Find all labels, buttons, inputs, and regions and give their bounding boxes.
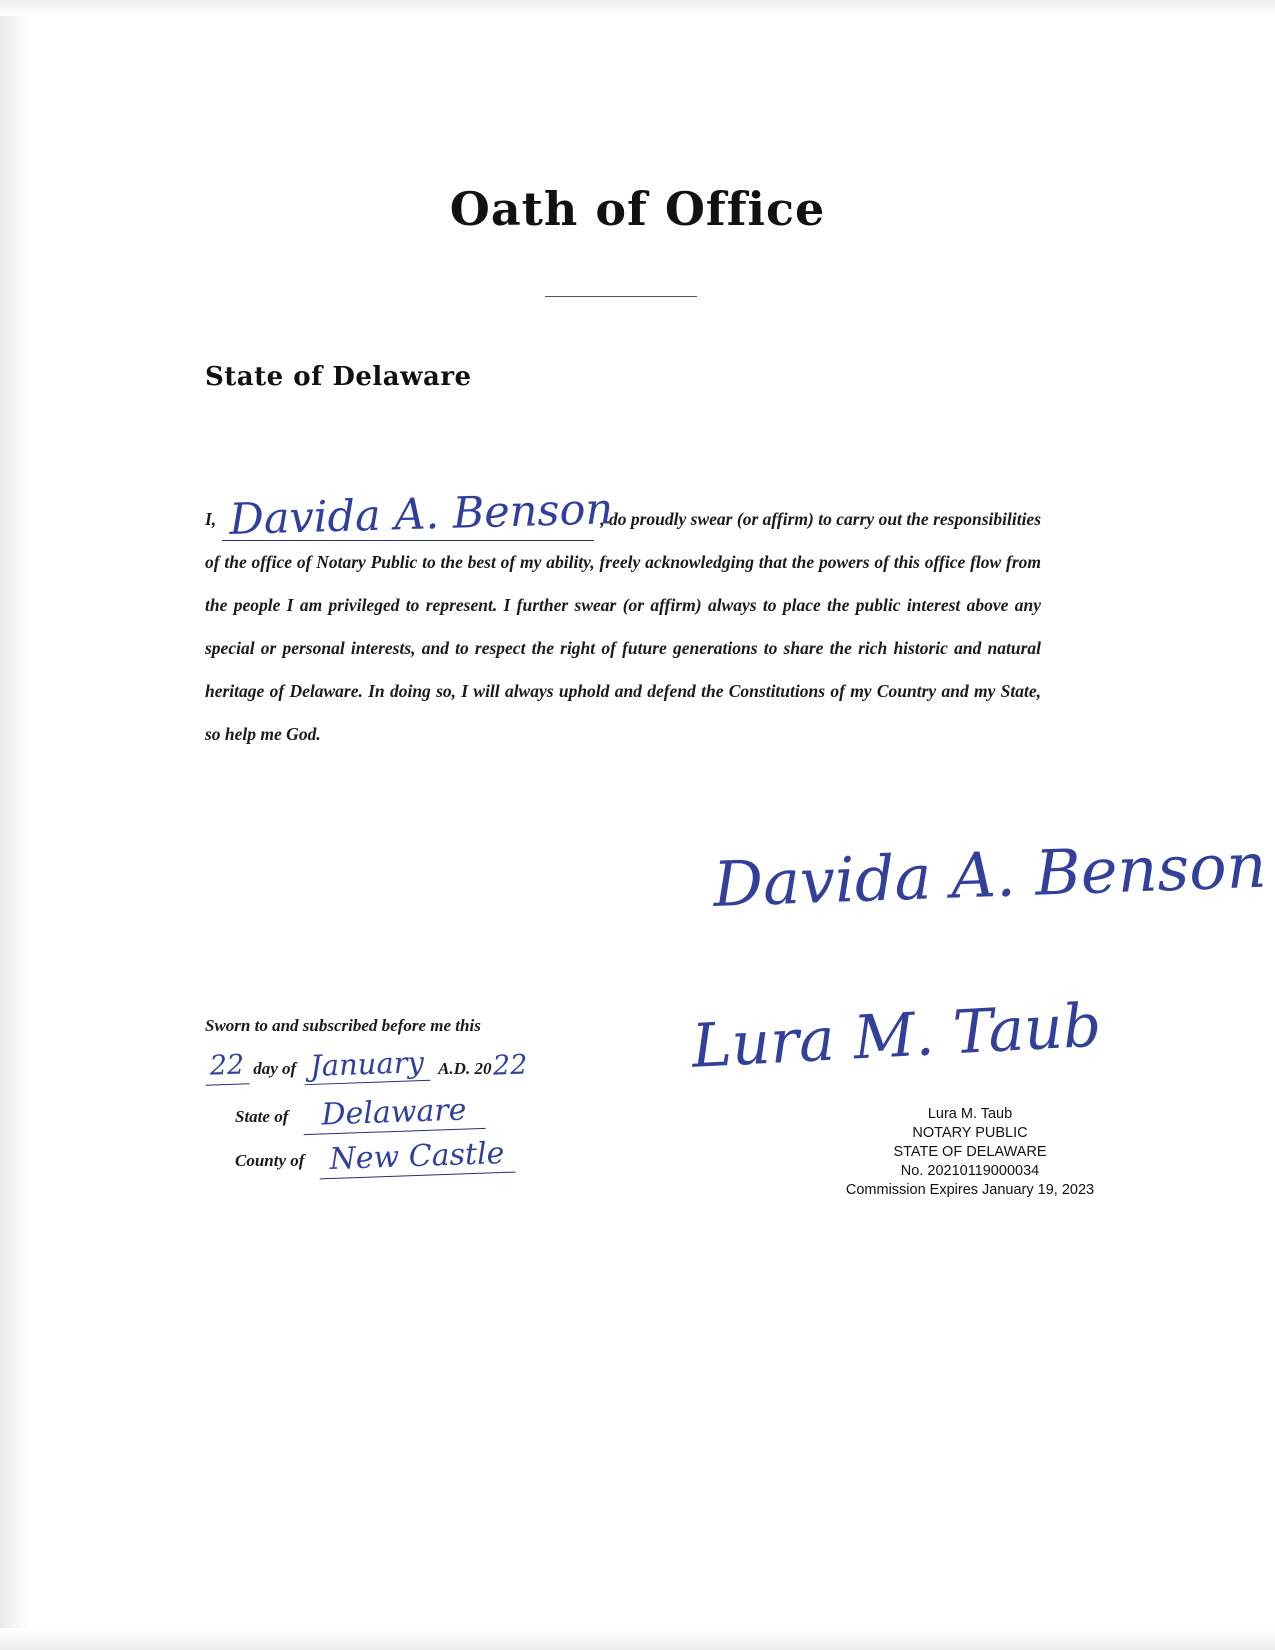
signer-name-field[interactable] (222, 484, 614, 545)
scan-edge-bottom (0, 1628, 1275, 1650)
state-value-field[interactable]: Delaware (302, 1092, 485, 1135)
notary-number: No. 20210119000034 (900, 1163, 1040, 1179)
notary-signature: Lura M. Taub (690, 990, 1103, 1082)
sworn-year-field[interactable]: 22 (492, 1049, 529, 1082)
sworn-day-of-label: day of (253, 1059, 297, 1078)
sworn-line-state (205, 1092, 528, 1135)
sworn-ad-label: A.D. 20 (438, 1059, 492, 1078)
sworn-line-2 (205, 1046, 528, 1087)
sworn-block (205, 1008, 528, 1179)
oath-after-name: , do proudly swear (or affirm) to (600, 509, 832, 529)
sworn-day-field[interactable]: 22 (204, 1047, 249, 1086)
county-value-field[interactable]: New Castle (318, 1136, 515, 1180)
sworn-line-1: Sworn to and subscribed before me this (205, 1016, 481, 1035)
notary-name: Lura M. Taub (927, 1106, 1013, 1122)
scan-edge-top (0, 0, 1275, 16)
oath-body: carry out the responsibilities of the office of Notary Public to the best of my ability, freely acknowledging that the powers of this office flow from the people I am privileged to represent. I further swear (or affirm) always to place the public interest above any special or personal interests, and to respect the right of future generations to share the rich historic and natural heritage of Delaware. In doing so, I will always uphold and defend the Constitutions of my Country and my State, so help me God. (205, 509, 1042, 744)
state-label: State of (235, 1107, 289, 1126)
notary-commission-expires: Commission Expires January 19, 2023 (845, 1182, 1095, 1198)
state-heading: State of Delaware (205, 362, 472, 392)
scan-edge-left (0, 0, 34, 1650)
signer-signature: Davida A. Benson (712, 828, 1268, 921)
signer-name-handwritten: Davida A. Benson (228, 484, 614, 545)
oath-i-label: I, (205, 509, 217, 529)
county-label: County of (235, 1151, 305, 1170)
notary-stamp (690, 1105, 1250, 1200)
oath-text-block (205, 484, 1042, 756)
sworn-line-county (205, 1135, 528, 1179)
notary-title: NOTARY PUBLIC (912, 1125, 1028, 1141)
sworn-month-field[interactable]: January (304, 1044, 431, 1085)
notary-state: STATE OF DELAWARE (893, 1144, 1047, 1160)
title-divider (545, 296, 697, 297)
page-title: Oath of Office (449, 182, 826, 236)
